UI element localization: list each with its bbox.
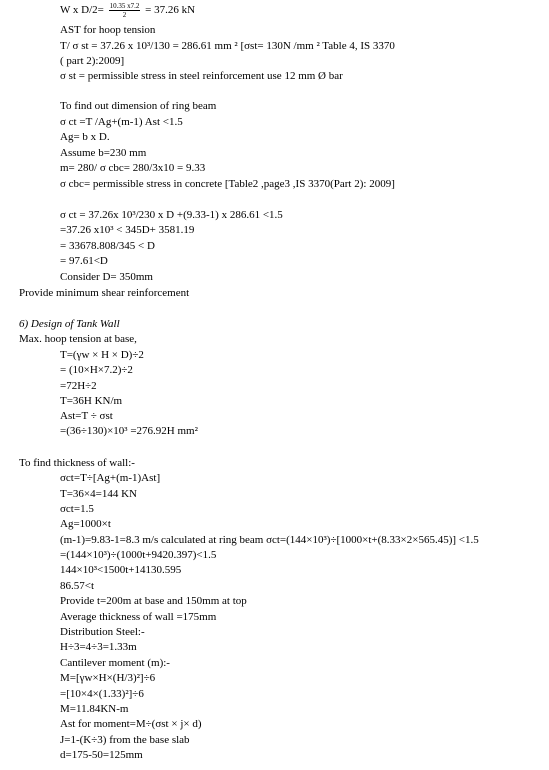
text-line: J=1-(K÷3) from the base slab (60, 734, 190, 746)
text-line: Ast for moment=M÷(σst × j× d) (60, 718, 202, 730)
text-line: Max. hoop tension at base, (19, 333, 137, 345)
fraction-numerator: 10.35 x7.2 (109, 2, 140, 10)
text-line: Ast=T ÷ σst (60, 410, 113, 422)
text-line: T=36H KN/m (60, 395, 123, 407)
text-line: =37.26 x10³ < 345D+ 3581.19 (60, 224, 195, 236)
fraction (109, 2, 141, 19)
text-line: T=36×4=144 KN (60, 488, 137, 500)
text-line: Provide t=200m at base and 150mm at top (60, 595, 247, 607)
equation-result: = 37.26 kN (145, 4, 196, 17)
section-heading: To find out dimension of ring beam (60, 100, 217, 112)
text-line: σ ct =T /Ag+(m-1) Ast <1.5 (60, 116, 183, 128)
text-line: Provide minimum shear reinforcement (19, 287, 190, 299)
text-line: AST for hoop tension (60, 24, 156, 36)
text-line: Distribution Steel:- (60, 626, 145, 638)
text-line: σ cbc= permissible stress in concrete [Table2 ,page3 ,IS 3370(Part 2): 2009] (60, 178, 395, 190)
text-line: =(36÷130)×10³ =276.92H mm² (60, 425, 198, 437)
section-heading: 6) Design of Tank Wall (19, 318, 120, 330)
text-line: Cantilever moment (m):- (60, 657, 170, 669)
equation-prefix: W x D/2= (60, 4, 104, 17)
fraction-denominator: 2 (122, 11, 127, 19)
text-line: ( part 2):2009] (60, 55, 125, 67)
text-line: d=175-50=125mm (60, 749, 143, 761)
text-line: T/ σ st = 37.26 x 10³/130 = 286.61 mm ² [σst= 130N /mm ² Table 4, IS 3370 (60, 40, 395, 52)
text-line: 144×10³<1500t+14130.595 (60, 564, 182, 576)
text-line: Assume b=230 mm (60, 147, 147, 159)
text-line: 86.57<t (60, 580, 95, 592)
text-line: = 97.61<D (60, 255, 108, 267)
text-line: = (10×H×7.2)÷2 (60, 364, 133, 376)
section-heading: To find thickness of wall:- (19, 457, 135, 469)
text-line: =72H÷2 (60, 380, 97, 392)
text-line: = 33678.808/345 < D (60, 240, 155, 252)
text-line: Average thickness of wall =175mm (60, 611, 217, 623)
text-line: M=11.84KN-m (60, 703, 129, 715)
text-line: Ag=1000×t (60, 518, 111, 530)
text-line: σ st = permissible stress in steel reinforcement use 12 mm Ø bar (60, 70, 343, 82)
text-line: Ag= b x D. (60, 131, 110, 143)
text-line: Consider D= 350mm (60, 271, 153, 283)
text-line: =[10×4×(1.33)²]÷6 (60, 688, 144, 700)
text-line: (m-1)=9.83-1=8.3 m/s calculated at ring beam σct=(144×10³)÷[1000×t+(8.33×2×565.45)] <1.5 (60, 534, 479, 546)
text-line: =(144×10³)÷(1000t+9420.397)<1.5 (60, 549, 217, 561)
text-line: M=[γw×H×(H/3)²]÷6 (60, 672, 156, 684)
text-line: H÷3=4÷3=1.33m (60, 641, 137, 653)
text-line: σ ct = 37.26x 10³/230 x D +(9.33-1) x 286.61 <1.5 (60, 209, 283, 221)
text-line: σct=T÷[Ag+(m-1)Ast] (60, 472, 161, 484)
text-line: σct=1.5 (60, 503, 94, 515)
equation-line (60, 2, 195, 19)
text-line: T=(γw × H × D)÷2 (60, 349, 144, 361)
text-line: m= 280/ σ cbc= 280/3x10 = 9.33 (60, 162, 206, 174)
